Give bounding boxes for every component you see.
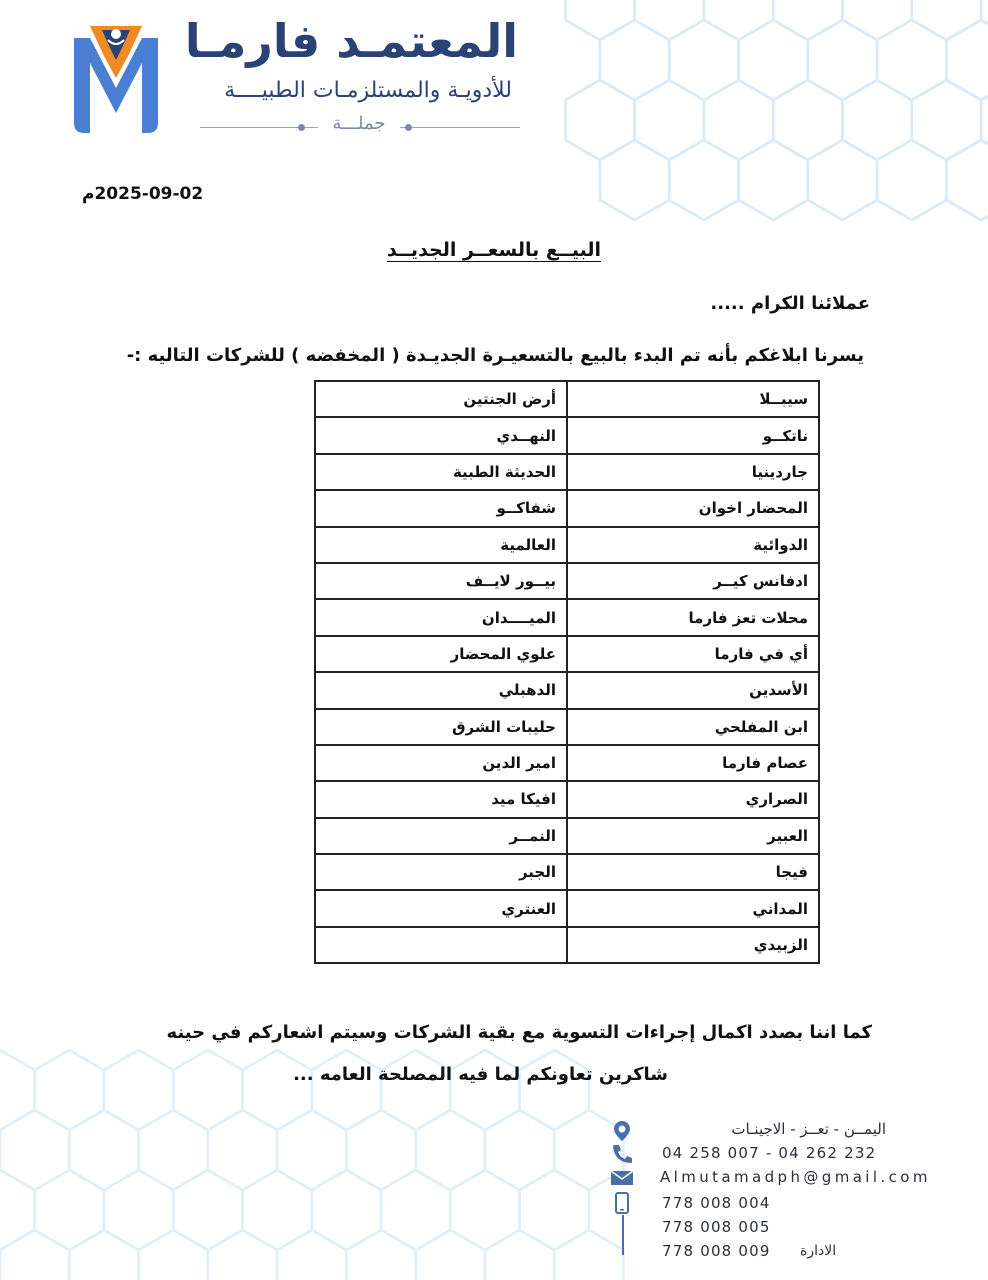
table-row xyxy=(315,599,819,635)
company-cell: أي في فارما xyxy=(567,636,819,672)
hexagon-shape xyxy=(704,0,773,40)
hexagon-shape xyxy=(554,1230,623,1280)
hexagon-shape xyxy=(208,1230,277,1280)
company-cell: المداني xyxy=(567,890,819,926)
hexagon-shape xyxy=(877,140,946,220)
contact-address: اليمــن - تعــز - الاجينـات xyxy=(731,1120,886,1138)
contact-admin-label: الادارة xyxy=(800,1243,837,1259)
hexagon-shape xyxy=(669,140,738,220)
company-cell: الزبيدي xyxy=(567,927,819,963)
hexagon-shape xyxy=(600,140,669,220)
hexagon-shape xyxy=(416,1110,485,1190)
closing-line-1: كما اننا بصدد اكمال إجراءات التسوية مع بقية الشركات وسيتم اشعاركم في حينه xyxy=(166,1022,872,1043)
hexagon-shape xyxy=(808,20,877,100)
mobile-icon xyxy=(614,1192,630,1214)
company-cell: فيجا xyxy=(567,854,819,890)
company-cell: امير الدين xyxy=(315,745,567,781)
company-cell: الميــــدان xyxy=(315,599,567,635)
hexagon-shape xyxy=(173,1050,242,1130)
document-title-wrap xyxy=(0,239,988,261)
company-cell: سيبــلا xyxy=(567,381,819,417)
company-cell: النمــر xyxy=(315,818,567,854)
hexagon-shape xyxy=(450,1170,519,1250)
hexagon-shape xyxy=(843,0,912,40)
company-cell: ادفانس كيــر xyxy=(567,563,819,599)
hexagon-shape xyxy=(565,80,634,160)
hexagon-shape xyxy=(877,20,946,100)
document-title: البيــع بالسعــر الجديــد xyxy=(386,239,602,261)
hexagon-shape xyxy=(104,1170,173,1250)
hexagon-shape xyxy=(69,1110,138,1190)
table-row xyxy=(315,890,819,926)
hexagon-shape xyxy=(312,1050,381,1130)
table-row xyxy=(315,490,819,526)
hexagon-shape xyxy=(243,1050,312,1130)
table-row xyxy=(315,781,819,817)
hexagon-shape xyxy=(0,1050,35,1130)
hexagon-shape xyxy=(520,1050,589,1130)
company-cell: العنتري xyxy=(315,890,567,926)
hexagon-shape xyxy=(773,0,842,40)
company-cell: العالمية xyxy=(315,527,567,563)
mail-icon xyxy=(610,1170,634,1186)
hexagon-shape xyxy=(243,1170,312,1250)
company-cell: جاردينيا xyxy=(567,454,819,490)
company-cell: الصراري xyxy=(567,781,819,817)
company-cell: علوي المحضار xyxy=(315,636,567,672)
table-row xyxy=(315,563,819,599)
hexagon-shape xyxy=(912,80,981,160)
company-cell: ابن المفلحي xyxy=(567,709,819,745)
hexagon-shape xyxy=(808,140,877,220)
brand-logo-icon xyxy=(66,18,166,138)
company-cell: النهــدي xyxy=(315,417,567,453)
document-date: 2025-09-02م xyxy=(82,184,204,204)
contact-email: Almutamadph@gmail.com xyxy=(660,1168,931,1186)
greeting: عملائنا الكرام ..... xyxy=(710,293,870,314)
hexagon-shape xyxy=(912,0,981,40)
intro-text: يسرنا ابلاغكم بأنه تم البدء بالبيع بالتسعيـرة الجديـدة ( المخفضه ) للشركات التاليه :- xyxy=(126,345,864,366)
hexagon-shape xyxy=(520,1170,589,1250)
divider-dot xyxy=(298,124,305,131)
hexagon-shape xyxy=(139,1110,208,1190)
divider-dot xyxy=(405,124,412,131)
hexagon-shape xyxy=(450,1050,519,1130)
table-row xyxy=(315,527,819,563)
company-cell: الدوائية xyxy=(567,527,819,563)
hexagon-shape xyxy=(981,80,988,160)
hexagon-shape xyxy=(600,20,669,100)
contact-mobile: 778 008 009 xyxy=(662,1242,771,1260)
hexagon-shape xyxy=(346,1110,415,1190)
hexagon-shape xyxy=(635,80,704,160)
company-cell: عصام فارما xyxy=(567,745,819,781)
hexagon-shape xyxy=(773,80,842,160)
table-row xyxy=(315,854,819,890)
phone-icon xyxy=(611,1144,633,1164)
company-cell: العبير xyxy=(567,818,819,854)
table-row xyxy=(315,927,819,963)
company-cell xyxy=(315,927,567,963)
company-cell: حليبات الشرق xyxy=(315,709,567,745)
hexagon-shape xyxy=(485,1230,554,1280)
icon-divider-line xyxy=(622,1215,624,1255)
table-row xyxy=(315,745,819,781)
table-row xyxy=(315,381,819,417)
company-cell: بيــور لايــف xyxy=(315,563,567,599)
hexagon-shape xyxy=(0,1170,35,1250)
hexagon-shape xyxy=(739,140,808,220)
company-cell: محلات تعز فارما xyxy=(567,599,819,635)
hexagon-shape xyxy=(485,1110,554,1190)
brand-name: المعتمـد فارمـا xyxy=(184,14,518,68)
brand-tagline: جملـــة xyxy=(318,113,400,134)
company-cell: شفاكــو xyxy=(315,490,567,526)
company-cell: الحديثة الطبية xyxy=(315,454,567,490)
hexagon-shape xyxy=(0,1110,69,1190)
company-cell: المحضار اخوان xyxy=(567,490,819,526)
hexagon-shape xyxy=(946,140,988,220)
hexagon-shape xyxy=(139,1230,208,1280)
companies-table xyxy=(314,380,820,964)
company-cell: ناتكــو xyxy=(567,417,819,453)
hexagon-shape xyxy=(346,1230,415,1280)
contact-phones: 04 258 007 - 04 262 232 xyxy=(662,1144,877,1162)
hexagon-shape xyxy=(739,20,808,100)
company-cell: افيكا ميد xyxy=(315,781,567,817)
hexagon-shape xyxy=(277,1110,346,1190)
hexagon-shape xyxy=(565,0,634,40)
hexagon-shape xyxy=(208,1110,277,1190)
hexagon-shape xyxy=(416,1230,485,1280)
table-row xyxy=(315,818,819,854)
closing-line-2: شاكرين تعاونكم لما فيه المصلحة العامه ... xyxy=(293,1064,668,1085)
company-cell: الأسدين xyxy=(567,672,819,708)
table-row xyxy=(315,417,819,453)
brand-subtitle: للأدويـة والمستلزمـات الطبيــــة xyxy=(224,78,512,103)
hexagon-shape xyxy=(669,20,738,100)
table-row xyxy=(315,672,819,708)
contact-mobile: 778 008 005 xyxy=(662,1218,771,1236)
hexagon-shape xyxy=(35,1170,104,1250)
hexagon-shape xyxy=(635,0,704,40)
table-row xyxy=(315,454,819,490)
hexagon-shape xyxy=(0,1230,69,1280)
hexagon-shape xyxy=(381,1170,450,1250)
hexagon-shape xyxy=(277,1230,346,1280)
company-cell: الجبر xyxy=(315,854,567,890)
hexagon-shape xyxy=(69,1230,138,1280)
company-cell: الدهبلي xyxy=(315,672,567,708)
hexagon-shape xyxy=(104,1050,173,1130)
hexagon-shape xyxy=(35,1050,104,1130)
hexagon-shape xyxy=(312,1170,381,1250)
table-row xyxy=(315,709,819,745)
hexagon-shape xyxy=(704,80,773,160)
hexagon-shape xyxy=(173,1170,242,1250)
hexagon-shape xyxy=(843,80,912,160)
hexagon-shape xyxy=(946,20,988,100)
table-row xyxy=(315,636,819,672)
contact-mobile: 778 008 004 xyxy=(662,1194,771,1212)
hexagon-shape xyxy=(381,1050,450,1130)
location-pin-icon xyxy=(612,1120,632,1142)
company-cell: أرض الجنتين xyxy=(315,381,567,417)
